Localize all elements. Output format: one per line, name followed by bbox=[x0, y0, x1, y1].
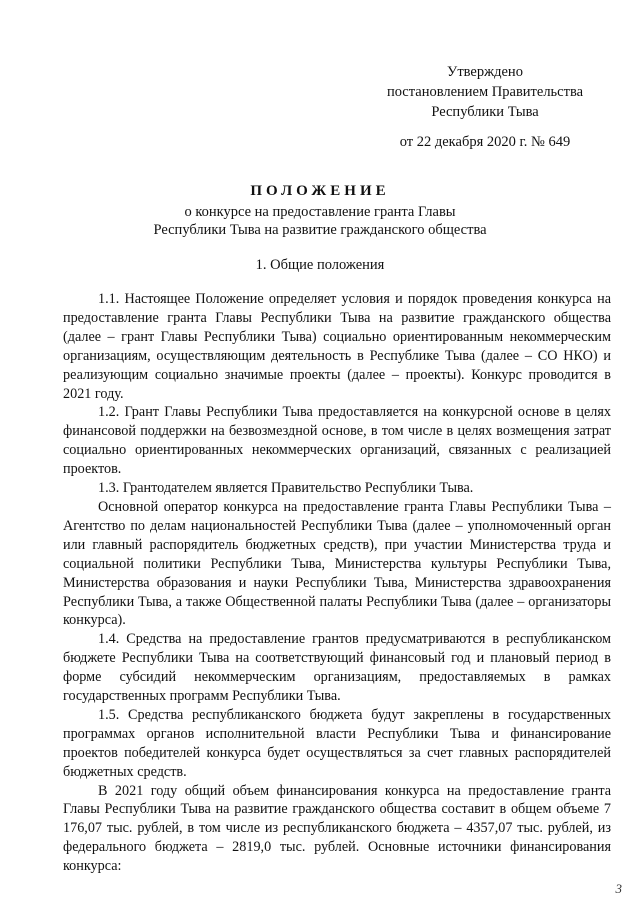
document-title: ПОЛОЖЕНИЕ bbox=[250, 183, 390, 199]
paragraph-1-1: 1.1. Настоящее Положение определяет условия и порядок проведения конкурса на предоставление гранта Главы Республики Тыва на развитие гражданского общества (далее – грант Главы Республики Тыва) социально ориентированным некоммерческим организациям, осуществляющим деятельность в Республике Тыва (далее – СО НКО) и реализующим социально значимые проекты (далее – проекты). Конкурс проводится в 2021 году. bbox=[63, 291, 611, 402]
approval-line-3: Республики Тыва bbox=[431, 104, 539, 120]
paragraph-1-5: 1.5. Средства республиканского бюджета будут закреплены в государственных программах органов исполнительной власти Республики Тыва и финансирование проектов победителей конкурса будет осуществляться за счет главных распорядителей бюджетных средств. bbox=[63, 706, 611, 780]
subtitle-line-1: о конкурсе на предоставление гранта Главы bbox=[184, 204, 456, 220]
paragraph-1-3: 1.3. Грантодателем является Правительство Республики Тыва. bbox=[98, 480, 474, 497]
paragraph-operator: Основной оператор конкурса на предоставление гранта Главы Республики Тыва – Агентство по делам национальностей Республики Тыва (далее – уполномоченный орган или главный распорядитель бюджетных средств), при участии Министерства труда и социальной политики Республики Тыва, Министерства культуры Республики Тыва, Министерства образования и науки Республики Тыва, Министерства здравоохранения Республики Тыва, а также Общественной палаты Республики Тыва (далее – организаторы конкурса). bbox=[63, 498, 611, 629]
document-subtitle bbox=[0, 203, 640, 239]
paragraph-1-2: 1.2. Грант Главы Республики Тыва предоставляется на конкурсной основе в целях финансовой поддержки на безвозмездной основе, в том числе в целях возмещения затрат социально ориентированных некоммерческих организаций, связанных с реализацией проектов. bbox=[63, 404, 611, 478]
approval-date: от 22 декабря 2020 г. № 649 bbox=[399, 134, 571, 150]
section-heading: 1. Общие положения bbox=[255, 257, 385, 273]
page-number: 3 bbox=[615, 881, 622, 896]
subtitle-line-2: Республики Тыва на развитие гражданского общества bbox=[153, 222, 487, 238]
paragraph-funding: В 2021 году общий объем финансирования конкурса на предоставление гранта Главы Республики Тыва на развитие гражданского общества составит в общем объеме 7 176,07 тыс. рублей, в том числе из республиканского бюджета – 4357,07 тыс. рублей, из федерального бюджета – 2819,0 тыс. рублей. Основные источники финансирования конкурса: bbox=[63, 782, 611, 875]
approval-block bbox=[380, 62, 590, 152]
document-body bbox=[63, 290, 611, 876]
approval-line-1: Утверждено bbox=[447, 64, 523, 80]
approval-line-2: постановлением Правительства bbox=[386, 84, 584, 100]
paragraph-1-4: 1.4. Средства на предоставление грантов предусматриваются в республиканском бюджете Республики Тыва на соответствующий финансовый год и плановый период в форме субсидий некоммерческим организациям, предоставляемых в рамках государственных программ Республики Тыва. bbox=[63, 631, 611, 705]
